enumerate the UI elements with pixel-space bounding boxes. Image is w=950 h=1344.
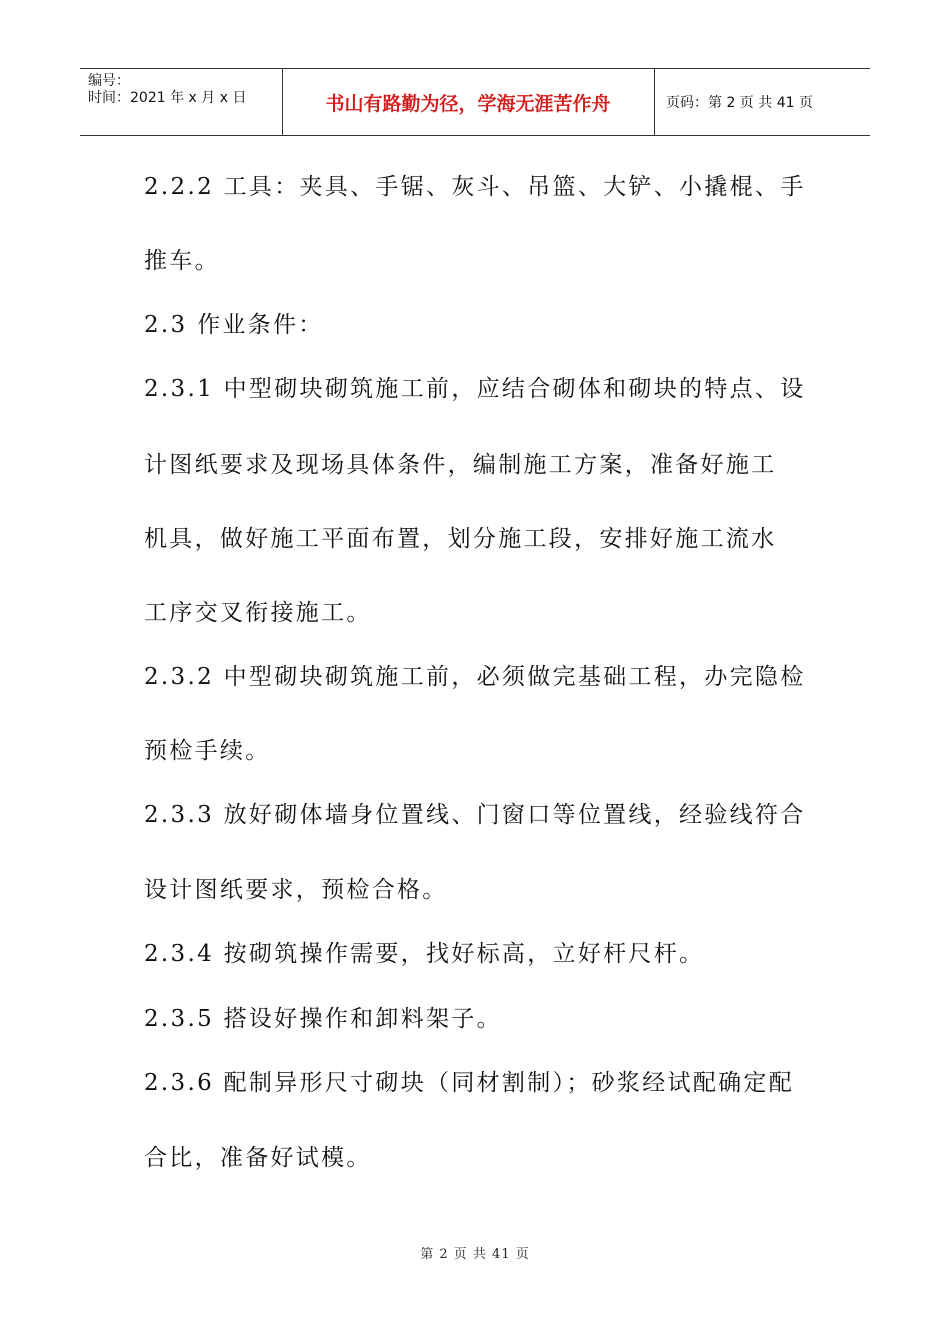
document-number-label: 编号： xyxy=(88,73,130,89)
body-line: 设计图纸要求，预检合格。 xyxy=(144,877,448,903)
page-footer: 第 2 页 共 41 页 xyxy=(420,1247,530,1262)
section-heading: 2.3 作业条件： xyxy=(144,312,324,338)
body-line: 预检手续。 xyxy=(144,738,271,764)
body-line: 合比，准备好试模。 xyxy=(144,1145,372,1171)
page-header xyxy=(80,68,870,136)
body-line: 2.3.5 搭设好操作和卸料架子。 xyxy=(144,1006,502,1032)
body-line: 工序交叉衔接施工。 xyxy=(144,600,372,626)
body-line: 2.3.6 配制异形尺寸砌块（同材割制）；砂浆经试配确定配 xyxy=(144,1070,795,1096)
body-line: 2.3.4 按砌筑操作需要，找好标高，立好杆尺杆。 xyxy=(144,941,705,967)
header-motto: 书山有路勤为径，学海无涯苦作舟 xyxy=(325,92,611,115)
body-line: 机具，做好施工平面布置，划分施工段，安排好施工流水 xyxy=(144,526,777,552)
body-line: 2.3.3 放好砌体墙身位置线、门窗口等位置线，经验线符合 xyxy=(144,802,806,828)
body-line: 推车。 xyxy=(144,248,220,274)
body-line: 2.3.1 中型砌块砌筑施工前，应结合砌体和砌块的特点、设 xyxy=(144,376,806,402)
body-line: 2.2.2 工具：夹具、手锯、灰斗、吊篮、大铲、小撬棍、手 xyxy=(144,174,806,200)
document-date: 时间：2021 年 x 月 x 日 xyxy=(88,90,247,106)
header-page-info: 页码：第 2 页 共 41 页 xyxy=(666,95,813,111)
header-meta xyxy=(80,69,282,135)
body-line: 计图纸要求及现场具体条件，编制施工方案，准备好施工 xyxy=(144,452,777,478)
body-line: 2.3.2 中型砌块砌筑施工前，必须做完基础工程，办完隐检 xyxy=(144,664,806,690)
